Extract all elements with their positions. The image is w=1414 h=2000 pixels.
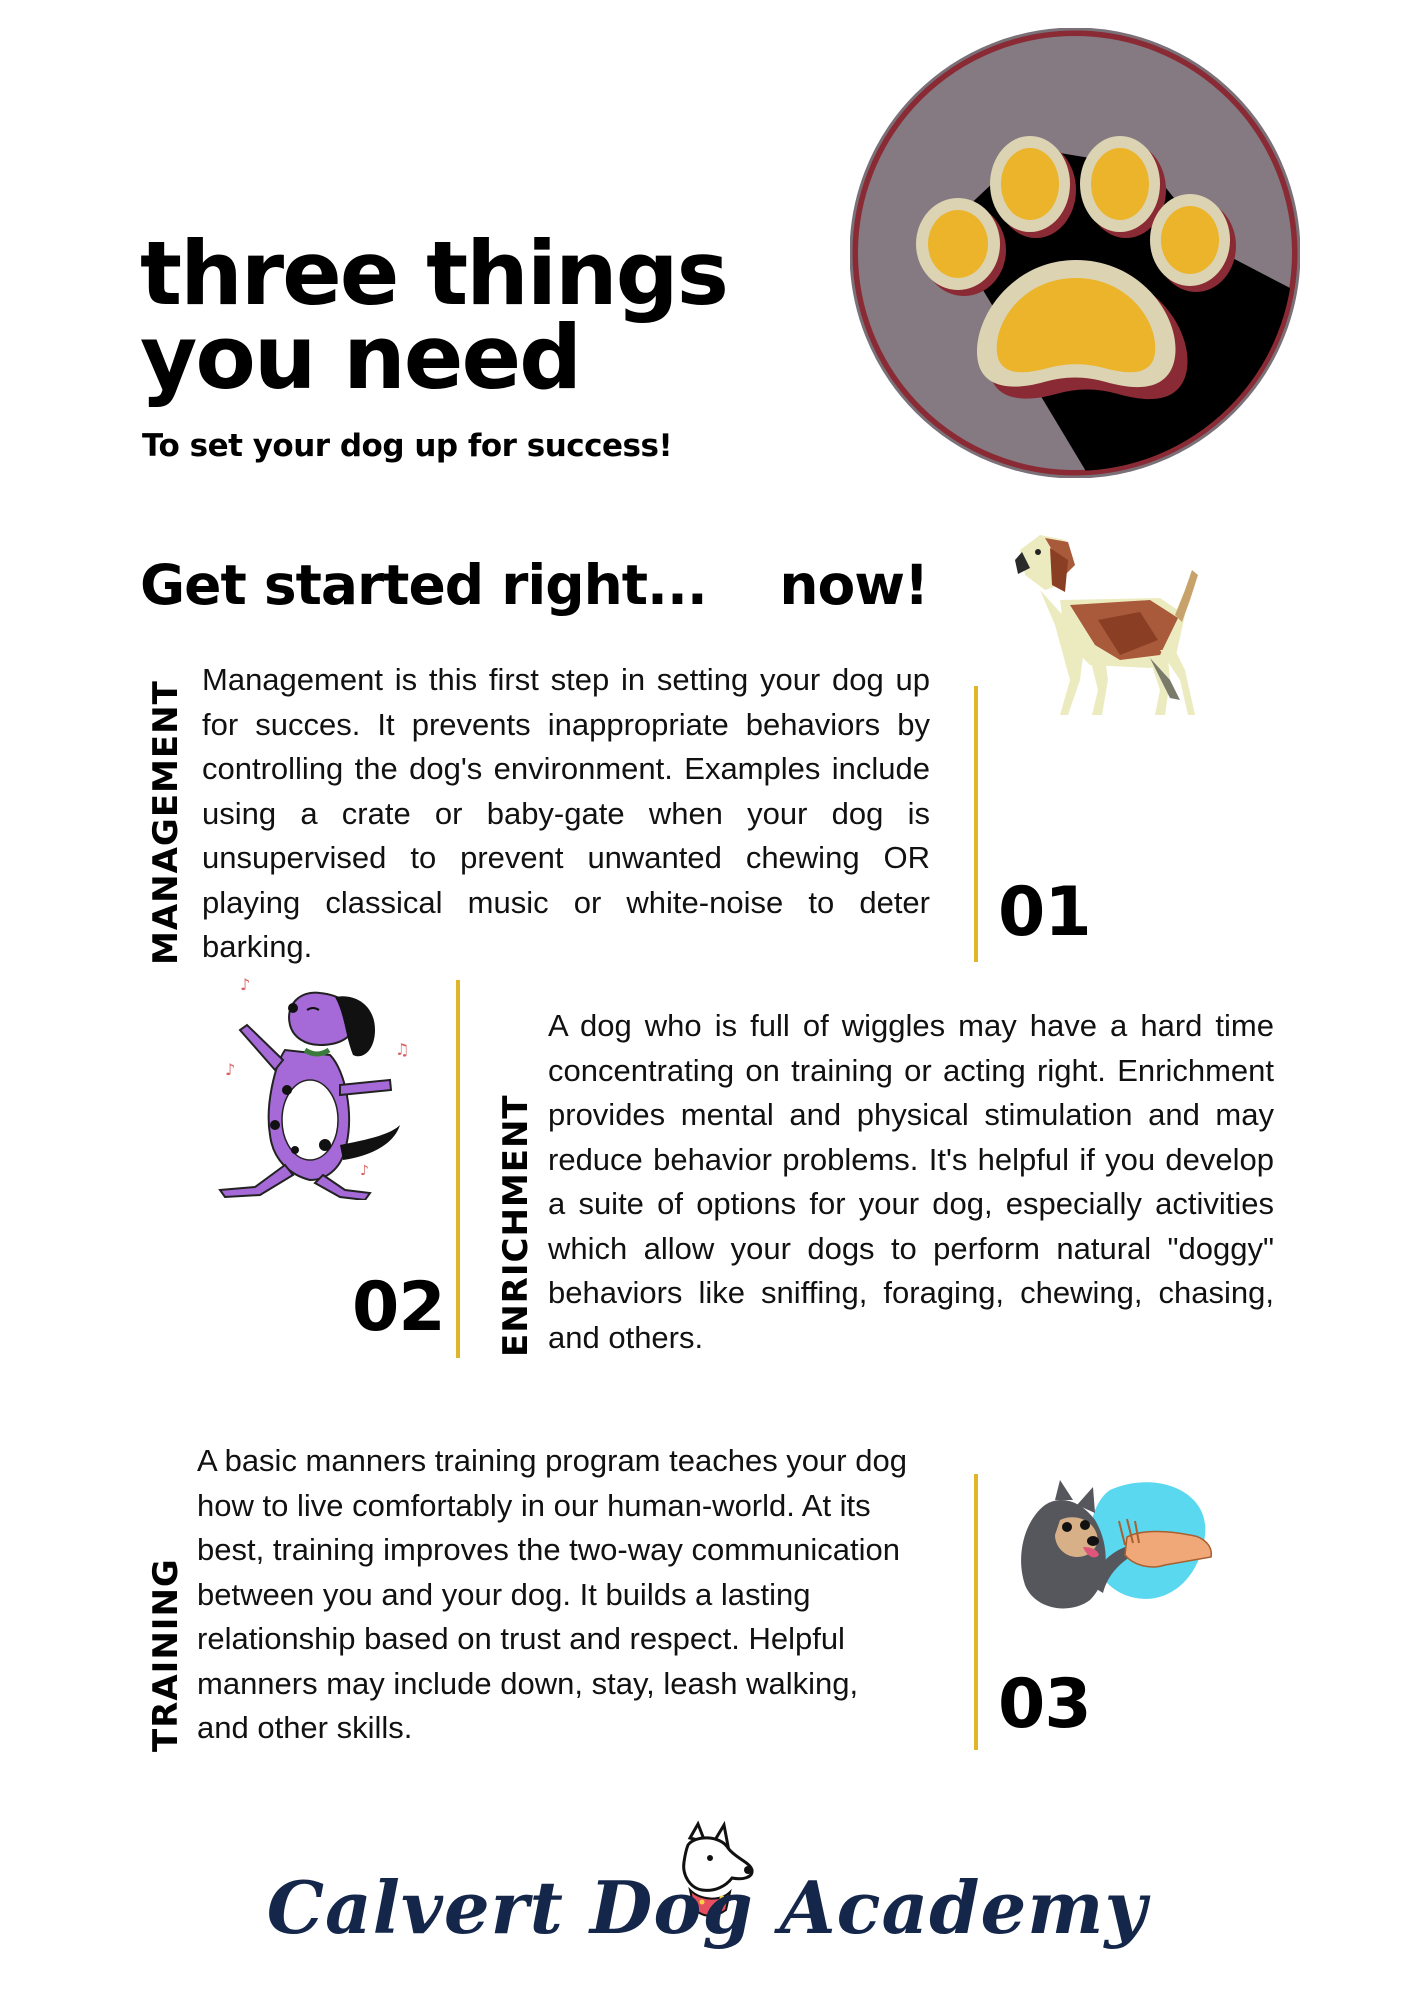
title-line-1: three things <box>140 222 728 325</box>
page-title <box>140 222 728 409</box>
divider-line <box>974 1474 978 1750</box>
beagle-dog-illustration <box>1010 530 1210 715</box>
paw-badge-icon <box>850 28 1300 478</box>
subtitle: To set your dog up for success! <box>142 428 673 464</box>
dancing-dog-illustration <box>215 975 425 1200</box>
training-text: A basic manners training program teaches your dog how to live comfortably in our human-world. At its best, training improves the two-way communication between you and your dog. It builds a lasting relationship based on trust and respect. Helpful manners may include down, stay, leash walking, and other skills. <box>197 1443 907 1745</box>
section-label-training: TRAINING <box>146 1558 186 1752</box>
section-label-enrichment: ENRICHMENT <box>496 1094 536 1357</box>
brand-name: Calvert Dog Academy <box>266 1865 1148 1950</box>
enrichment-text: A dog who is full of wiggles may have a hard time concentrating on training or acting right. Enrichment provides mental and physical stimulation and may reduce behavior problems. It's helpful if you develop a suite of options for your dog, especially activities which allow your dogs to perform natural "doggy" behaviors like sniffing, foraging, chewing, chasing, and others. <box>548 1008 1274 1355</box>
divider-line <box>456 980 460 1358</box>
svg-text:♪: ♪ <box>360 1163 369 1179</box>
divider-line <box>974 686 978 962</box>
svg-text:♪: ♪ <box>225 1060 236 1079</box>
section-heading: Get started right... now! <box>140 553 929 617</box>
section-number-02: 02 <box>352 1268 445 1347</box>
title-line-2: you need <box>140 306 581 409</box>
dog-high-five-illustration <box>1015 1475 1215 1625</box>
section-number-01: 01 <box>998 873 1091 952</box>
section-number-03: 03 <box>998 1665 1091 1744</box>
svg-text:♪: ♪ <box>240 975 251 994</box>
section-label-management: MANAGEMENT <box>146 680 186 965</box>
management-text: Management is this first step in setting your dog up for succes. It prevents inappropriate behaviors by controlling the dog's environment. Examples include using a crate or baby-gate when your dog is unsupervised to prevent unwanted chewing OR playing classical music or white-noise to deter barking. <box>202 662 930 964</box>
svg-text:♫: ♫ <box>395 1040 410 1059</box>
